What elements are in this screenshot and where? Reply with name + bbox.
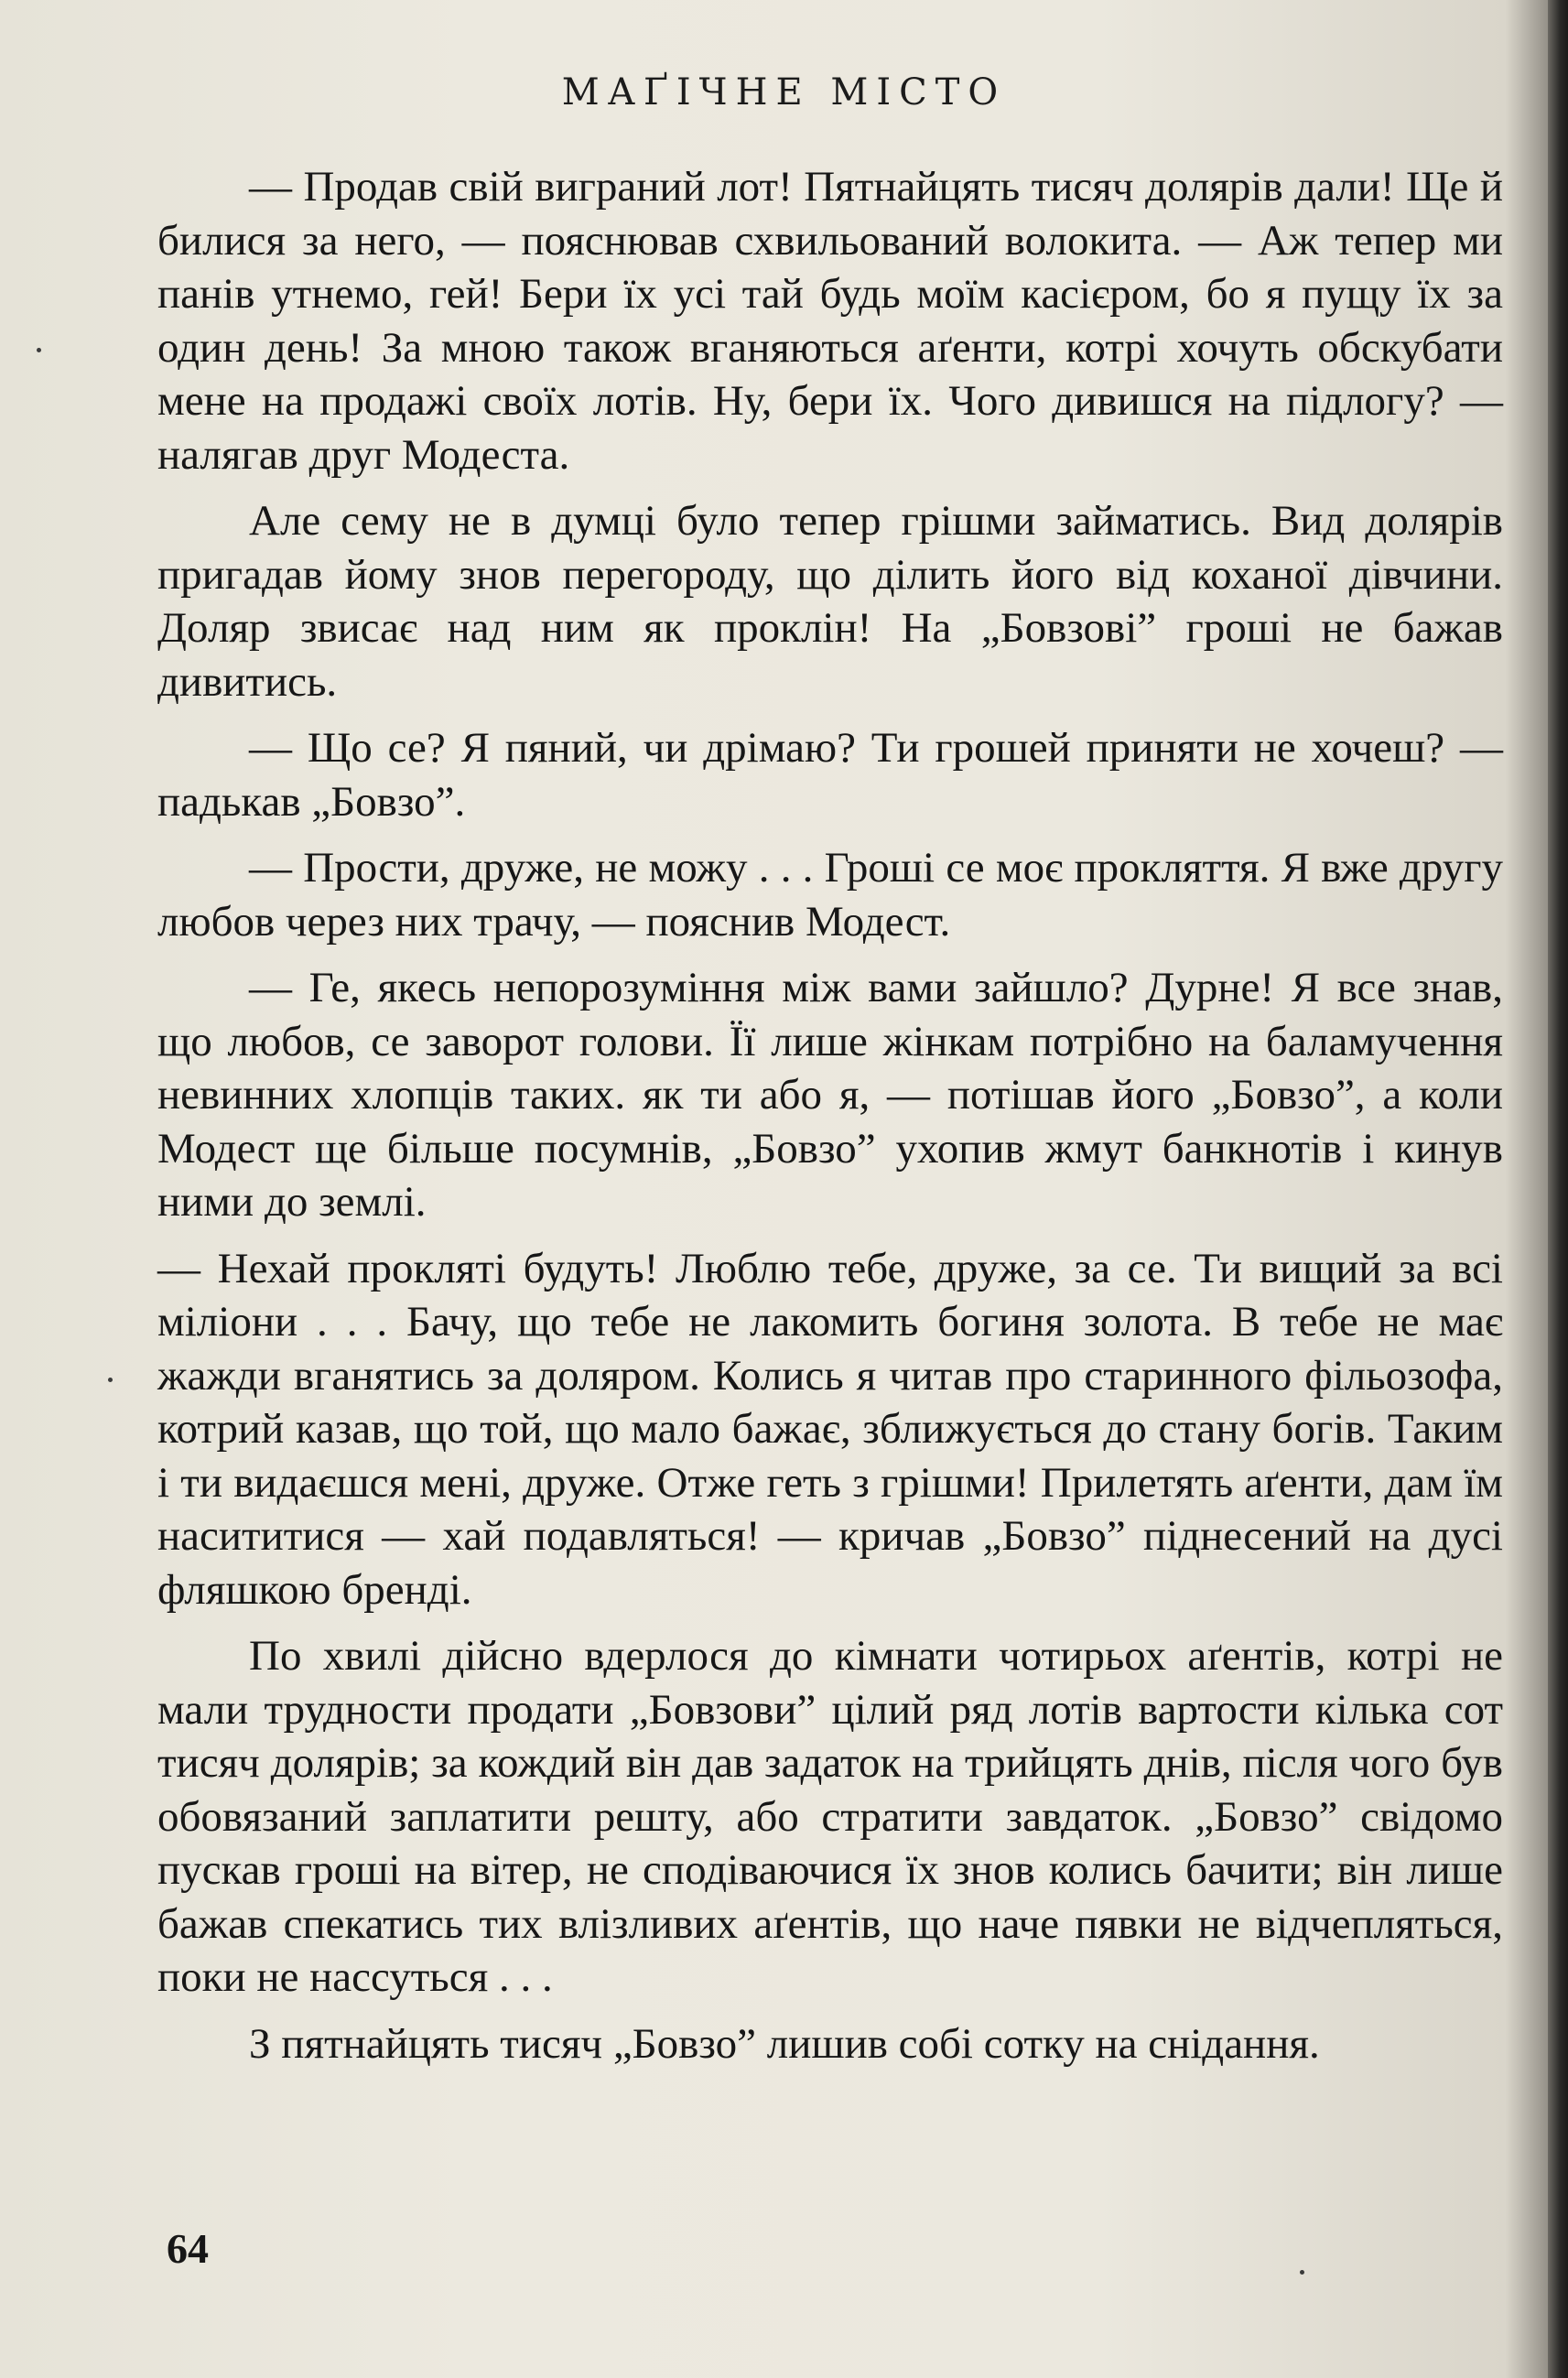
body-text (157, 160, 1503, 2083)
paragraph: — Ге, якесь непорозуміння між вами зайшло? Дурне! Я все знав, що любов, се заворот голови. Її лише жінкам потрібно на баламучення невинних хлопців таких. як ти або я, — потішав його „Бовзо”, а коли Модест ще більше посумнів, „Бовзо” ухопив жмут банкнотів і кинув ними до землі. (157, 964, 1503, 1226)
paragraph: — Прости, друже, не можу . . . Гроші се моє прокляття. Я вже другу любов через них трачу, — пояснив Модест. (157, 844, 1503, 946)
paper-speck (37, 348, 41, 352)
book-spine-shadow (1548, 0, 1568, 2378)
paragraph: — Що се? Я пяний, чи дрімаю? Ти грошей приняти не хочеш? — падькав „Бовзо”. (157, 724, 1503, 826)
paragraph: По хвилі дійсно вдерлося до кімнати чотирьох аґентів, котрі не мали трудности продати „Бовзови” цілий ряд лотів вартости кілька сот тисяч долярів; за кождий він дав задаток на трийцять днів, після чого був обовязаний заплатити решту, або стратити завдаток. „Бовзо” свідомо пускав гроші на вітер, не сподіваючися їх знов колись бачити; він лише бажав спекатись тих влізливих аґентів, що наче пявки не відчепляться, поки не нассуться . . . (157, 1632, 1503, 2001)
running-title: МАҐІЧНЕ МІСТО (561, 71, 1007, 113)
paragraph: З пятнайцять тисяч „Бовзо” лишив собі сотку на снідання. (249, 2019, 1320, 2068)
paragraph: Але сему не в думці було тепер грішми займатись. Вид долярів пригадав йому знов перегороду, що ділить його від коханої дівчини. Доляр звисає над ним як проклін! На „Бовзові” гроші не бажав дивитись. (157, 497, 1503, 706)
paragraph: — Нехай прокляті будуть! Люблю тебе, друже, за се. Ти вищий за всі міліони . . . Бачу, що тебе не лакомить богиня золота. В тебе не має жажди вганятись за доляром. Колись я читав про старинного фільозофа, котрий казав, що той, що мало бажає, зближується до стану богів. Таким і ти видаєшся мені, друже. Отже геть з грішми! Прилетять аґенти, дам їм насититися — хай подавляться! — кричав „Бовзо” піднесений на дусі фляшкою бренді. (157, 1244, 1503, 1614)
paper-speck (108, 1378, 113, 1382)
paragraph: — Продав свій виграний лот! Пятнайцять тисяч долярів дали! Ще й билися за него, — пояснював схвильований волокита. — Аж тепер ми панів утнемо, гей! Бери їх усі тай будь моїм касієром, бо я пущу їх за один день! За мною також вганяються аґенти, котрі хочуть обскубати мене на продажі своїх лотів. Ну, бери їх. Чого дивишся на підлогу? — налягав друг Модеста. (157, 163, 1503, 479)
page-number: 64 (167, 2225, 209, 2272)
paper-speck (1300, 2270, 1304, 2275)
